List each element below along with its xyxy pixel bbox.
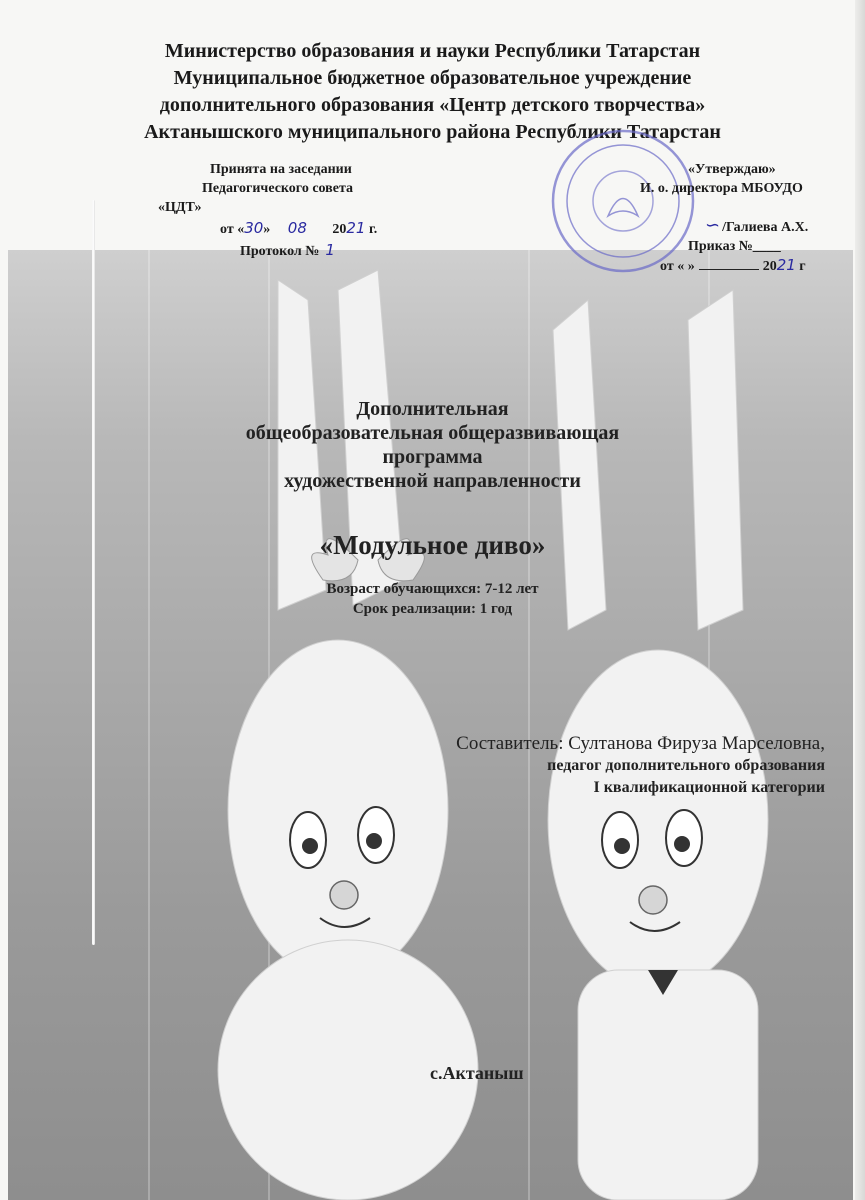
adoption-line: Принята на заседании bbox=[210, 162, 352, 177]
background-photo bbox=[8, 250, 853, 1200]
approval-date: от « » 2021 г bbox=[660, 256, 806, 274]
document-header bbox=[0, 38, 865, 146]
approval-signature: ∽ /Галиева А.Х. bbox=[705, 215, 809, 236]
date-day-handwritten: 30 bbox=[244, 219, 264, 237]
program-type-3: программа bbox=[382, 446, 483, 468]
right-bunny-head bbox=[548, 650, 768, 990]
right-bunny-nose bbox=[639, 886, 667, 914]
signature-scribble-icon: ∽ bbox=[705, 215, 721, 236]
header-ministry: Министерство образования и науки Республики Татарстан bbox=[164, 40, 701, 62]
protocol-number-handwritten: 1 bbox=[325, 241, 335, 259]
right-bunny-body bbox=[578, 970, 758, 1200]
program-name: «Модульное диво» bbox=[319, 530, 546, 560]
adoption-council: Педагогического совета bbox=[202, 181, 354, 196]
approval-order: Приказ №____ bbox=[688, 239, 781, 254]
protocol-line: Протокол № 1 bbox=[240, 241, 335, 259]
left-bunny-nose bbox=[330, 881, 358, 909]
header-institution: Муниципальное бюджетное образовательное учреждение bbox=[173, 67, 692, 89]
adoption-date: от «30» 08 2021 г. bbox=[220, 219, 378, 237]
approval-year-handwritten: 21 bbox=[776, 256, 796, 274]
approval-title: «Утверждаю» bbox=[688, 162, 776, 177]
author-position: педагог дополнительного образования bbox=[547, 757, 825, 774]
adoption-org: «ЦДТ» bbox=[158, 200, 202, 215]
author-name: Составитель: Султанова Фируза Марселовна, bbox=[456, 733, 825, 754]
date-month-handwritten: 08 bbox=[287, 219, 307, 237]
program-age: Возраст обучающихся: 7-12 лет bbox=[326, 581, 539, 597]
approval-position: И. о. директора МБОУДО bbox=[640, 181, 803, 196]
program-term: Срок реализации: 1 год bbox=[352, 601, 513, 617]
program-type: Дополнительная bbox=[356, 398, 509, 420]
program-type-2: общеобразовательная общеразвивающая bbox=[245, 422, 620, 444]
place-name: с.Актаныш bbox=[430, 1063, 524, 1083]
program-direction: художественной направленности bbox=[284, 470, 581, 492]
approval-block bbox=[600, 160, 840, 276]
header-institution-name: дополнительного образования «Центр детского творчества» bbox=[159, 94, 706, 116]
program-title-block bbox=[0, 397, 865, 619]
left-bunny-head bbox=[228, 640, 448, 980]
date-year-handwritten: 21 bbox=[346, 219, 366, 237]
origami-bunnies-illustration bbox=[8, 250, 853, 1200]
author-category: I квалификационной категории bbox=[593, 779, 825, 796]
header-district: Актанышского муниципального района Республики Татарстан bbox=[144, 121, 721, 143]
author-block bbox=[456, 733, 825, 799]
adoption-block bbox=[150, 160, 430, 261]
